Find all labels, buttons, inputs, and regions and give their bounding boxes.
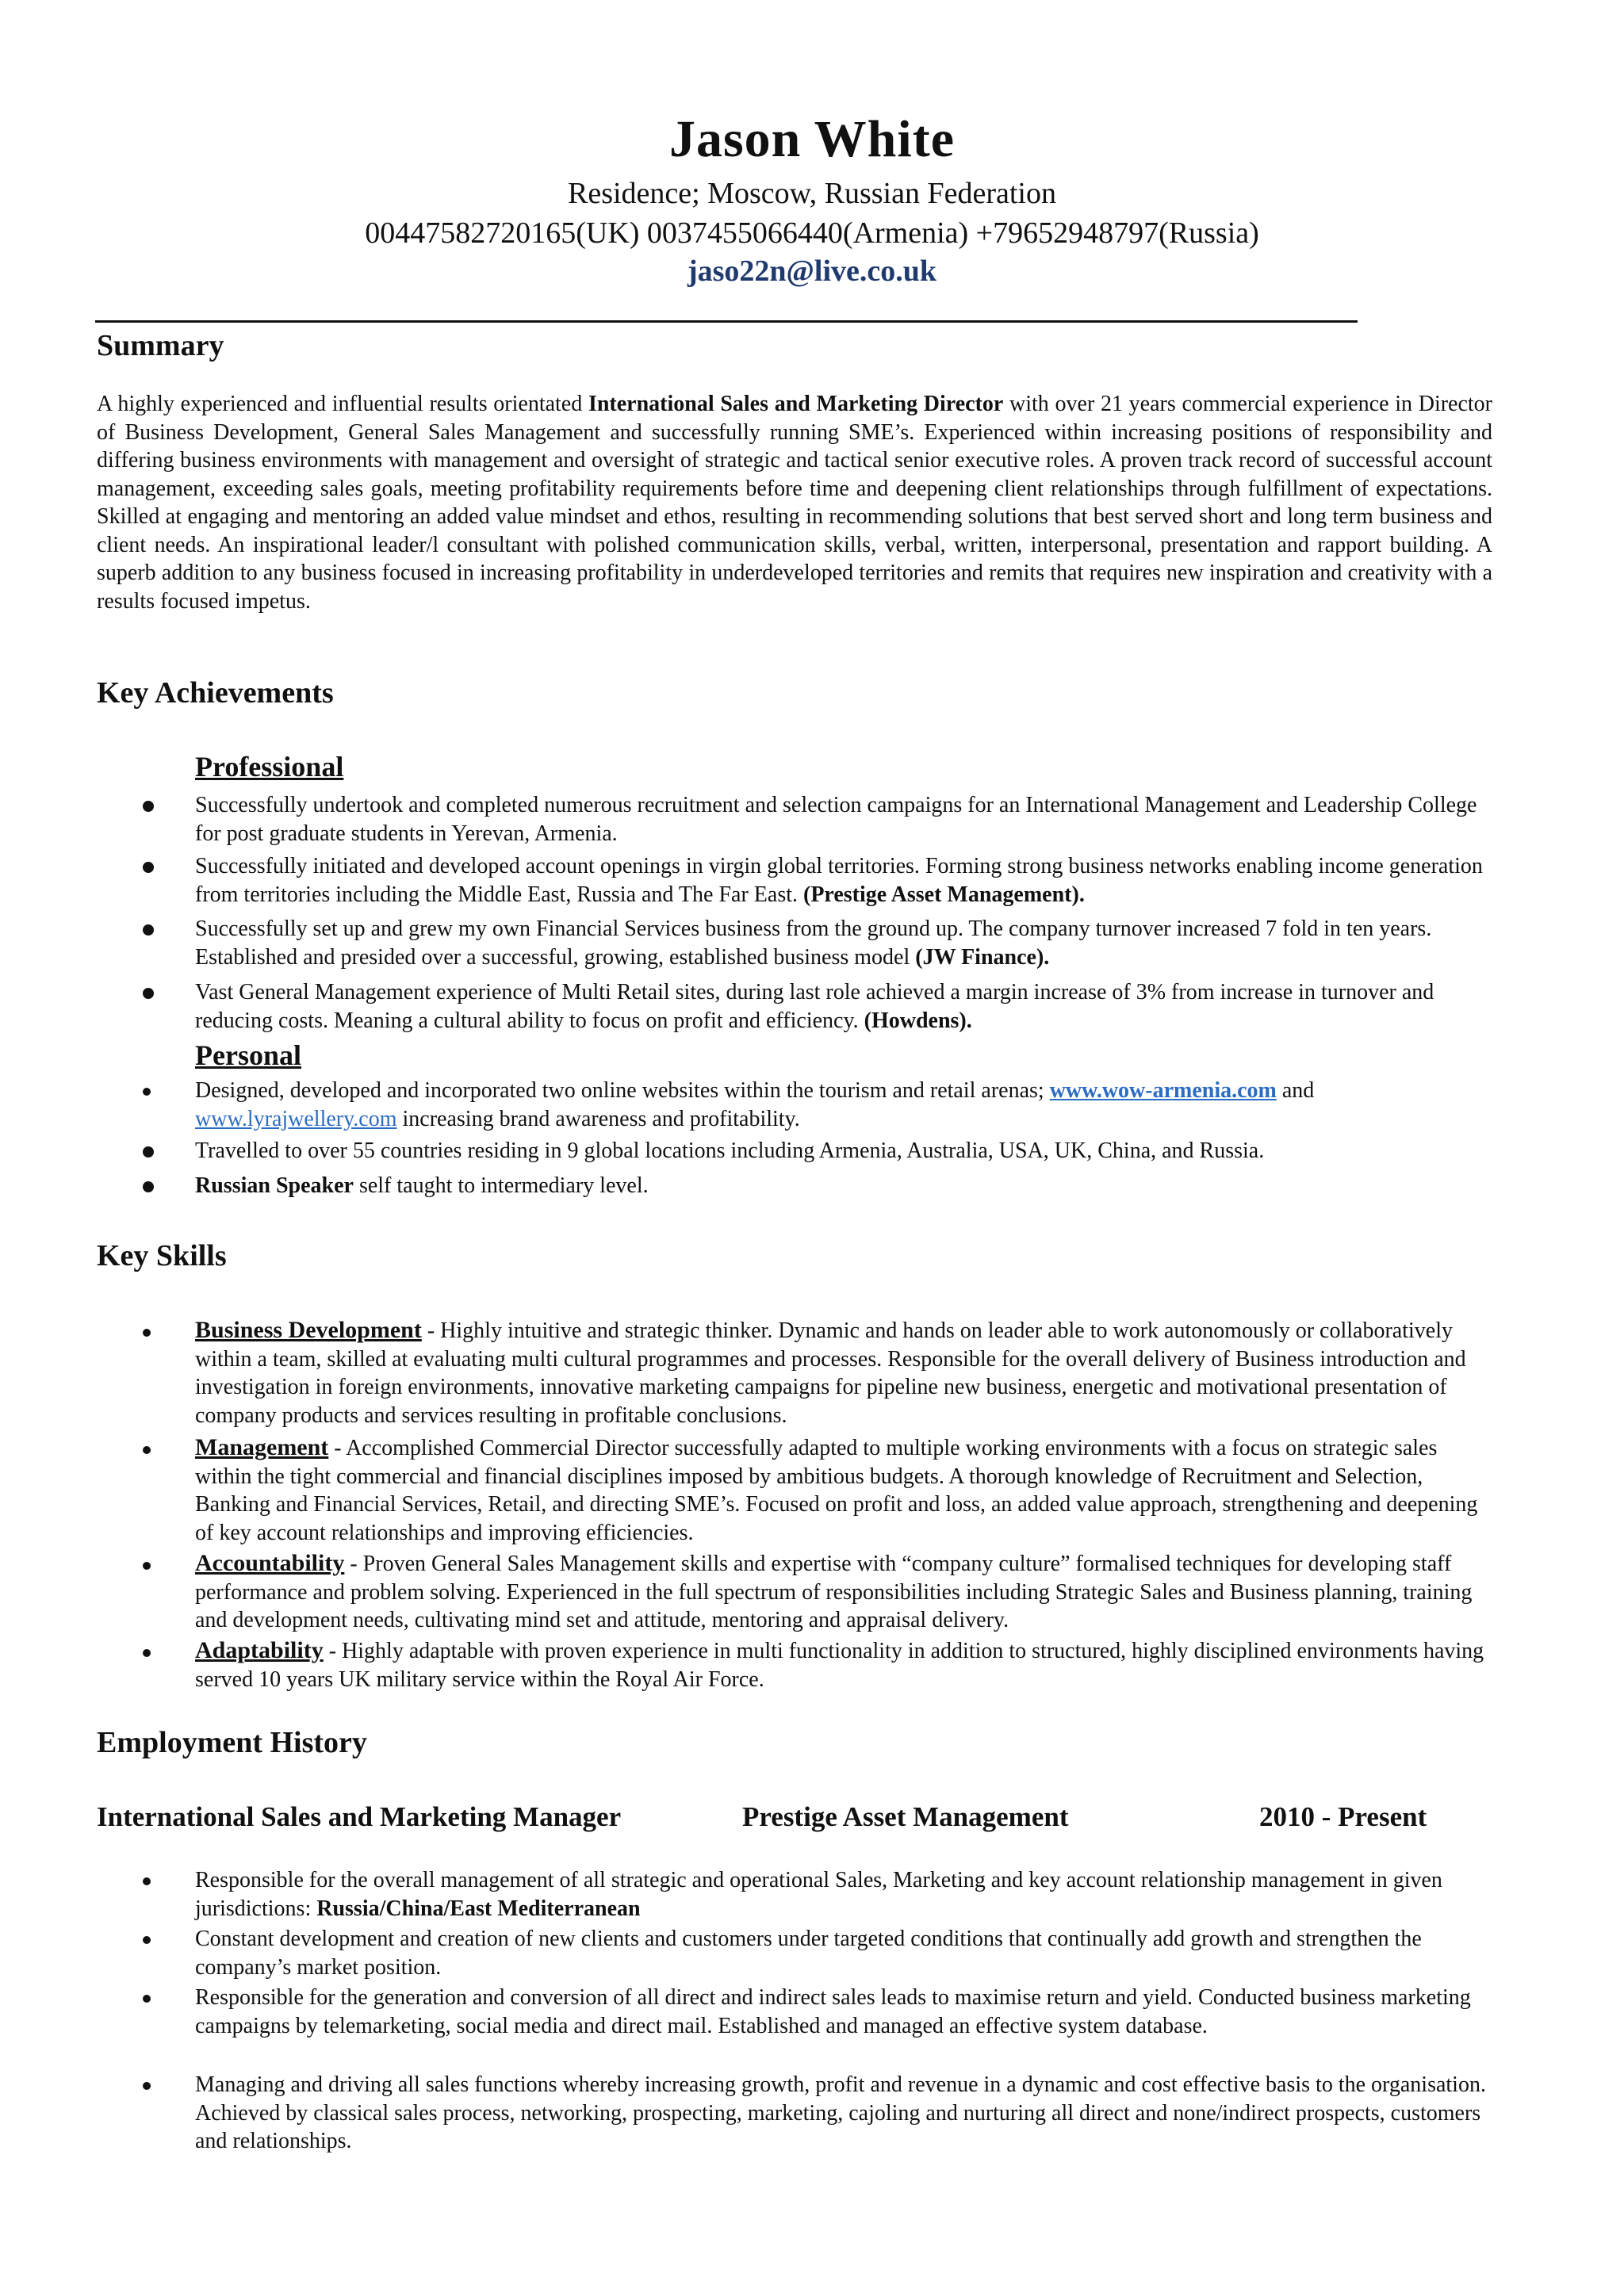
summary-text-start: A highly experienced and influential results orientated [97,392,588,416]
bullet-icon [143,988,154,999]
job-bullet-text: Responsible for the overall management of all strategic and operational Sales, Marketing and key account relationship management in given jurisdictions: [195,1868,1442,1921]
bullet-icon [143,801,154,812]
lyrajwellery-link[interactable]: www.lyrajwellery.com [195,1106,397,1131]
skill-management [195,1433,1496,1547]
residence: Residence; Moscow, Russian Federation [568,177,1056,210]
bullet-icon [143,1936,151,1944]
job-dates: 2010 - Present [1259,1801,1427,1832]
bullet-icon [143,1329,151,1337]
professional-item-3 [195,915,1496,971]
bullet-icon [143,1877,151,1885]
professional-item-4 [195,978,1496,1035]
professional-item-text: Successfully undertook and completed numerous recruitment and selection campaigns for an International Management and Leadership College for post graduate students in Yerevan, Armenia. [195,793,1477,846]
phone-numbers: 00447582720165(UK) 0037455066440(Armenia) +79652948797(Russia) [365,216,1259,250]
skill-title: Business Development [195,1317,422,1343]
skill-text: - Accomplished Commercial Director successfully adapted to multiple working environments with a focus on strategic sales within the tight commercial and financial disciplines imposed by ambitious budgets. A thorough knowledge of Recruitment and Selection, Banking and Financial Services, Retail, and directing SME’s. Focused on profit and loss, an added value approach, strengthening and deepening of key account relationships and improving efficiencies. [195,1436,1478,1545]
personal-item-text: increasing brand awareness and profitability. [396,1106,800,1131]
personal-item-bold: Russian Speaker [195,1173,354,1198]
job-bullet-1 [195,1866,1496,1923]
bullet-icon [143,2082,151,2090]
summary-bold-title: International Sales and Marketing Director [588,392,1004,416]
email-address[interactable]: jaso22n@live.co.uk [687,254,937,288]
personal-item-text: Designed, developed and incorporated two online websites within the tourism and retail arenas; [195,1078,1050,1103]
job-title: International Sales and Marketing Manager [97,1801,622,1832]
professional-item-text: Successfully initiated and developed account openings in virgin global territories. Forming strong business networks enabling income generation from territories including the Middle East, Russia and The Far East. [195,854,1483,907]
job-company: Prestige Asset Management [742,1801,1069,1832]
employment-heading: Employment History [97,1726,367,1759]
achievements-heading: Key Achievements [97,676,334,710]
bullet-icon [143,1181,154,1192]
summary-text-end: with over 21 years commercial experience in Director of Business Development, General Sales Management and successfully running SME’s. Experienced within increasing positions of responsibility and differing business environments with management and oversight of strategic and tactical senior executive roles. A proven track record of successful account management, exceeding sales goals, meeting profitability requirements before time and deepening client relationships through fulfillment of expectations. Skilled at engaging and mentoring an added value mindset and ethos, resulting in recommending solutions that best served short and long term business and client needs. An inspirational leader/l consultant with polished communication skills, verbal, written, interpersonal, presentation and rapport building. A superb addition to any business focused in increasing profitability in underdeveloped territories and remits that requires new inspiration and creativity with a results focused impetus. [97,392,1493,614]
wow-armenia-link[interactable]: www.wow-armenia.com [1049,1078,1277,1103]
skill-text: - Highly adaptable with proven experience in multi functionality in addition to structured, highly disciplined environments having served 10 years UK military service within the Royal Air Force. [195,1639,1484,1692]
bullet-icon [143,1446,151,1454]
bullet-icon [143,1562,151,1570]
professional-item-bold: (JW Finance). [915,944,1050,970]
skill-title: Adaptability [195,1637,324,1663]
bullet-icon [143,862,154,873]
skills-heading: Key Skills [97,1239,227,1272]
job-bullet-3: Responsible for the generation and conversion of all direct and indirect sales leads to maximise return and yield. Conducted business marketing campaigns by telemarketing, social media and direct mail. Established and managed an effective system database. [195,1985,1471,2038]
skill-title: Accountability [195,1550,345,1576]
summary-heading: Summary [97,329,224,362]
summary-paragraph [97,390,1492,615]
skill-business-development [195,1316,1496,1429]
bullet-icon [143,924,154,936]
personal-item-1 [195,1077,1496,1133]
job-bullet-bold: Russia/China/East Mediterranean [316,1896,641,1921]
skill-accountability [195,1549,1496,1635]
professional-item-bold: (Prestige Asset Management). [803,882,1085,907]
bullet-icon [143,1649,151,1657]
job-bullet-2: Constant development and creation of new clients and customers under targeted conditions that continually add growth and strengthen the company’s market position. [195,1927,1422,1980]
bullet-icon [143,1088,151,1096]
professional-item-1 [195,791,1496,848]
bullet-icon [143,1146,154,1158]
professional-heading: Professional [195,751,344,783]
skill-adaptability [195,1636,1496,1693]
candidate-name: Jason White [668,110,955,168]
job-bullet-4: Managing and driving all sales functions whereby increasing growth, profit and revenue in a dynamic and cost effective basis to the organisation. Achieved by classical sales process, networking, prospecting, marketing, cajoling and nurturing all direct and none/indirect prospects, customers and relationships. [195,2072,1486,2153]
personal-heading: Personal [195,1039,301,1071]
professional-item-text: Successfully set up and grew my own Financial Services business from the ground up. The company turnover increased 7 fold in ten years. Established and presided over a successful, growing, established business model [195,916,1432,970]
personal-item-2: Travelled to over 55 countries residing in 9 global locations including Armenia, Australia, USA, UK, China, and Russia. [195,1138,1265,1163]
personal-item-3 [195,1172,1496,1200]
skill-title: Management [195,1434,329,1460]
professional-item-2 [195,852,1496,909]
header-divider [95,320,1358,323]
professional-item-bold: (Howdens). [864,1008,972,1033]
professional-item-text: Vast General Management experience of Multi Retail sites, during last role achieved a margin increase of 3% from increase in turnover and reducing costs. Meaning a cultural ability to focus on profit and efficiency. [195,980,1434,1033]
personal-item-text: and [1276,1078,1315,1103]
skill-text: - Highly intuitive and strategic thinker. Dynamic and hands on leader able to work autonomously or collaboratively within a team, skilled at evaluating multi cultural programmes and processes. Responsible for the overall delivery of Business introduction and investigation in foreign environments, innovative marketing campaigns for pipeline new business, energetic and motivational presentation of company products and services resulting in profitable conclusions. [195,1318,1466,1428]
skill-text: - Proven General Sales Management skills and expertise with “company culture” formalised techniques for developing staff performance and problem solving. Experienced in the full spectrum of responsibilities including Strategic Sales and Business planning, training and development needs, cultivating mind set and attitude, mentoring and appraisal delivery. [195,1552,1473,1632]
bullet-icon [143,1995,151,2003]
personal-item-text: self taught to intermediary level. [353,1173,649,1198]
